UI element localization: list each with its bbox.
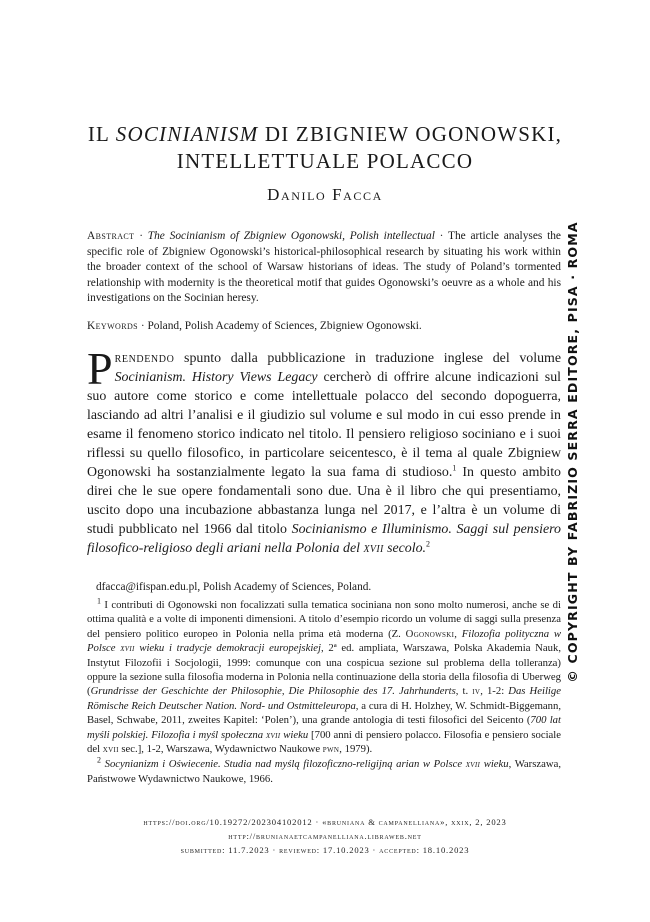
title-post: DI ZBIGNIEW OGONOWSKI, <box>258 122 563 146</box>
body-text-3: In questo ambito direi che le sue opere fondamentali sono due. Una è il libro che qui presentiamo, uscito dopo una incubazione abbastanza lunga nel 2017, e l’altra è un volume di studi pubblicato nel 1966 dal titolo <box>87 465 561 537</box>
fn1-sc-2: xvii <box>102 743 119 756</box>
footer-dates: submitted: 11.7.2023 · reviewed: 17.10.2023 · accepted: 18.10.2023 <box>180 845 470 855</box>
abstract-title: The Socinianism of Zbigniew Ogonowski, Polish intellectual <box>147 230 435 242</box>
abstract-sep: · <box>134 230 148 242</box>
first-word: rendendo <box>114 351 175 366</box>
fn1-italic-3: Das Heilige Römische Reich Deutscher Nation. Nord- und Ostmitteleuropa <box>87 685 561 712</box>
footer-url[interactable]: http://brunianaetcampanelliana.libraweb.net <box>228 831 422 841</box>
fn1-text-a: I contributi di Ogonowski non focalizzati sulla tematica sociniana non sono molto numerosi, anche se di ottima qualità e a volte di imponenti dimensioni. A titolo d’esempio ricordo un volume di saggi sulla presenza del pensiero politico europeo in Polonia nella prima età moderna (Z. <box>87 599 561 640</box>
fn1-text-k: , 1979). <box>339 743 373 756</box>
fn1-sc-3: pwn <box>322 743 340 756</box>
footnote-2 <box>87 757 561 786</box>
fn1-italic-1b: wieku i tradycje demokracji europejskiej <box>134 642 322 655</box>
copyright-notice: © COPYRIGHT BY FABRIZIO SERRA EDITORE, PISA · ROMA <box>565 221 580 683</box>
fn1-text-h: sec.], 1-2, Warszawa, Wydawnictwo Naukowe <box>118 743 323 756</box>
body-italic-2: Socinianismo e Illuminismo. Saggi sul pensiero filosofico-religioso degli ariani nella Polonia del <box>87 522 561 556</box>
keywords-label: Keywords <box>87 320 138 332</box>
fn1-text-f: , a cura di H. Holzhey, W. Schmidt-Biggemann, Basel, Schwabe, 2011, zweites Kapitel: ‘Polen’), una grande antologia di testi filosofici del Seicento ( <box>87 699 562 727</box>
title-italic: SOCINIANISM <box>115 122 259 146</box>
fn1-text-e: , 1-2: <box>480 685 509 698</box>
keywords <box>87 319 561 335</box>
fn1-italic-1: Filozofia polityczna w Polsce <box>87 627 562 655</box>
footnote-2-number: 2 <box>97 755 101 765</box>
fn1-text-g: [700 anni di pensiero polacco. Filosofia e pensiero sociale del <box>87 728 561 756</box>
title-pre: IL <box>87 122 116 146</box>
fn1-italic-4: 700 lat myśli polskiej. Filozofia i myśl społeczna <box>87 714 561 741</box>
article-title <box>60 121 590 175</box>
fn1-text-b: , <box>454 627 462 640</box>
fn1-italic-1-sc: xvii <box>120 642 135 655</box>
fn1-italic-4b: wieku <box>280 728 309 741</box>
abstract-label: Abstract <box>87 230 135 242</box>
footnote-1-number: 1 <box>97 596 101 606</box>
fn1-text-d: , t. <box>455 685 473 698</box>
body-text-2: cercherò di offrire alcune indicazioni sul suo autore come storico e come intellettuale polacco del secondo dopoguerra, lasciando ad altri l’analisi e il giudizio sul volume e sul modo in cui esso prende in esame il fenomeno storico indicato nel titolo. Il pensiero religioso sociniano e i suoi riflessi su quello filosofico, in particolare seicentesco, è il tema al quale Zbigniew Ogonowski ha sostanzialmente legato la sua fama di studioso. <box>87 370 561 480</box>
body-paragraph <box>87 343 561 558</box>
page-footer <box>60 815 590 857</box>
body-italic-2-end: secolo. <box>383 541 427 556</box>
body-italic-2-sc: xvii <box>363 541 384 556</box>
title-line-2: INTELLETTUALE POLACCO <box>176 149 474 173</box>
keywords-text: · Poland, Polish Academy of Sciences, Zbigniew Ogonowski. <box>137 320 422 332</box>
fn1-text-c: , 2ª ed. ampliata, Warszawa, Polska Akademia Nauk, Instytut Filozofii i Socjologii, 1999: comunque con una cospicua sezione sul problema della tolleranza) oppure la sezione sulla filosofia moderna in Polonia nella continuazione della storia della filosofia di Uberweg ( <box>87 642 561 698</box>
body-text-1: spunto dalla pubblicazione in traduzione inglese del volume <box>174 351 561 366</box>
author-name: Danilo Facca <box>267 185 383 204</box>
footnotes <box>87 598 561 786</box>
fn1-italic-4-sc: xvii <box>265 728 281 741</box>
fn2-italic-1: Socynianizm i Oświecenie. Studia nad myślą filozoficzno-religijną arian w Polsce <box>104 758 466 771</box>
footnote-1 <box>87 598 561 756</box>
fn2-italic-1-sc: xvii <box>465 758 481 771</box>
footnote-ref-1[interactable]: 1 <box>452 463 457 473</box>
abstract-text: · The article analyses the specific role of Zbigniew Ogonowski’s historical-philosophical research by situating his work within the broader context of the school of Warsaw historians of ideas. The study of Poland’s tormented relationship with modernity is the theoretical motif that guides Ogonowski’s oeuvre as a whole and his investigations on the Socinian heresy. <box>87 230 561 305</box>
fn2-italic-1b: wieku <box>480 758 509 771</box>
body-italic-1: Socinianism. History Views Legacy <box>114 370 318 385</box>
title-line-1 <box>60 121 590 148</box>
drop-cap: P <box>87 343 113 394</box>
fn2-text-a: , Warszawa, Państwowe Wydawnictwo Naukowe, 1966. <box>87 758 562 785</box>
fn1-author: Ogonowski <box>405 627 455 640</box>
fn1-italic-2: Grundrisse der Geschichte der Philosophie, Die Philosophie des 17. Jahrhunderts <box>90 685 456 698</box>
abstract <box>87 229 561 307</box>
footer-doi[interactable]: https://doi.org/10.19272/202304102012 · «bruniana & campanelliana», xxix, 2, 2023 <box>143 817 507 827</box>
author-contact: dfacca@ifispan.edu.pl, Polish Academy of Sciences, Poland. <box>96 581 372 593</box>
fn1-sc-1: iv <box>472 685 481 698</box>
footnote-ref-2[interactable]: 2 <box>426 539 431 549</box>
